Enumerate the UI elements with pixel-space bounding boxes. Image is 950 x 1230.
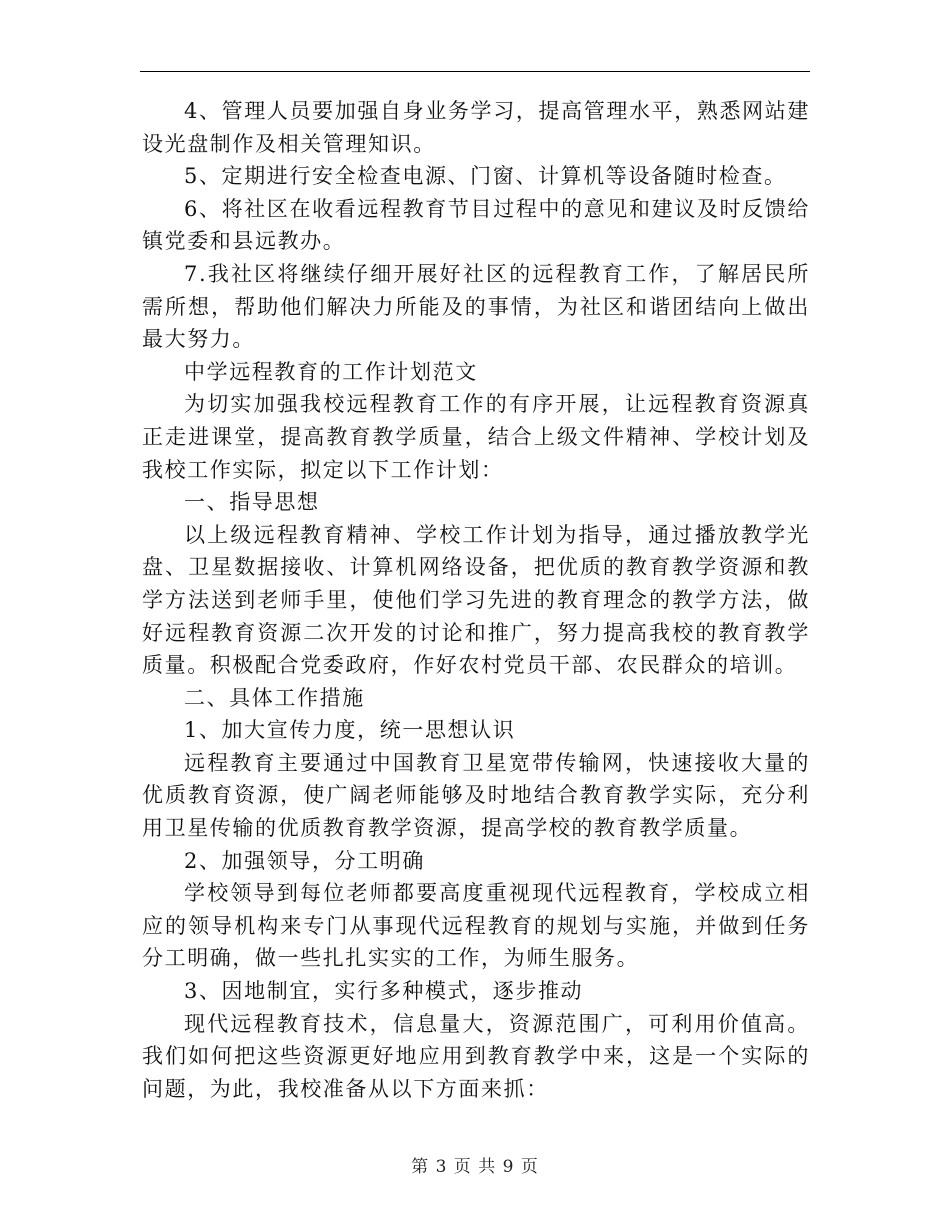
subheading-publicity: 1、加大宣传力度，统一思想认识 (184, 718, 516, 743)
heading-measures: 二、具体工作措施 (184, 685, 365, 710)
leadership-paragraph: 学校领导到每位老师都要高度重视现代远程教育，学校成立相应的领导机构来专门从事现代远程教育的规划与实施，并做到任务分工明确，做一些扎扎实实的工作，为师生服务。 (142, 881, 810, 971)
local-conditions-paragraph: 现代远程教育技术，信息量大，资源范围广，可利用价值高。我们如何把这些资源更好地应用到教育教学中来，这是一个实际的问题，为此，我校准备从以下方面来抓： (142, 1011, 810, 1101)
header-rule (140, 71, 810, 72)
paragraph-item-6: 6、将社区在收看远程教育节目过程中的意见和建议及时反馈给镇党委和县远教办。 (142, 196, 810, 254)
intro-paragraph: 为切实加强我校远程教育工作的有序开展，让远程教育资源真正走进课堂，提高教育教学质量，结合上级文件精神、学校计划及我校工作实际，拟定以下工作计划： (142, 392, 810, 482)
guiding-thought-paragraph: 以上级远程教育精神、学校工作计划为指导，通过播放教学光盘、卫星数据接收、计算机网络设备，把优质的教育教学资源和教学方法送到老师手里，使他们学习先进的教育理念的教学方法，做好远程教育资源二次开发的讨论和推广，努力提高我校的教育教学质量。积极配合党委政府，作好农村党员干部、农民群众的培训。 (142, 522, 810, 678)
document-body (142, 95, 810, 1105)
heading-guiding-thought: 一、指导思想 (184, 490, 320, 515)
subheading-local-conditions: 3、因地制宜，实行多种模式，逐步推动 (184, 979, 584, 1004)
section-title: 中学远程教育的工作计划范文 (184, 359, 478, 384)
page-number: 第 3 页 共 9 页 (411, 1157, 539, 1177)
paragraph-item-5: 5、定期进行安全检查电源、门窗、计算机等设备随时检查。 (184, 164, 787, 189)
paragraph-item-7: 7.我社区将继续仔细开展好社区的远程教育工作，了解居民所需所想，帮助他们解决力所能及的事情，为社区和谐团结向上做出最大努力。 (142, 261, 810, 352)
paragraph-item-4: 4、管理人员要加强自身业务学习，提高管理水平，熟悉网站建设光盘制作及相关管理知识。 (142, 99, 810, 156)
publicity-paragraph: 远程教育主要通过中国教育卫星宽带传输网，快速接收大量的优质教育资源，使广阔老师能够及时地结合教育教学实际，充分利用卫星传输的优质教育教学资源，提高学校的教育教学质量。 (142, 750, 810, 841)
subheading-leadership: 2、加强领导，分工明确 (184, 848, 425, 873)
